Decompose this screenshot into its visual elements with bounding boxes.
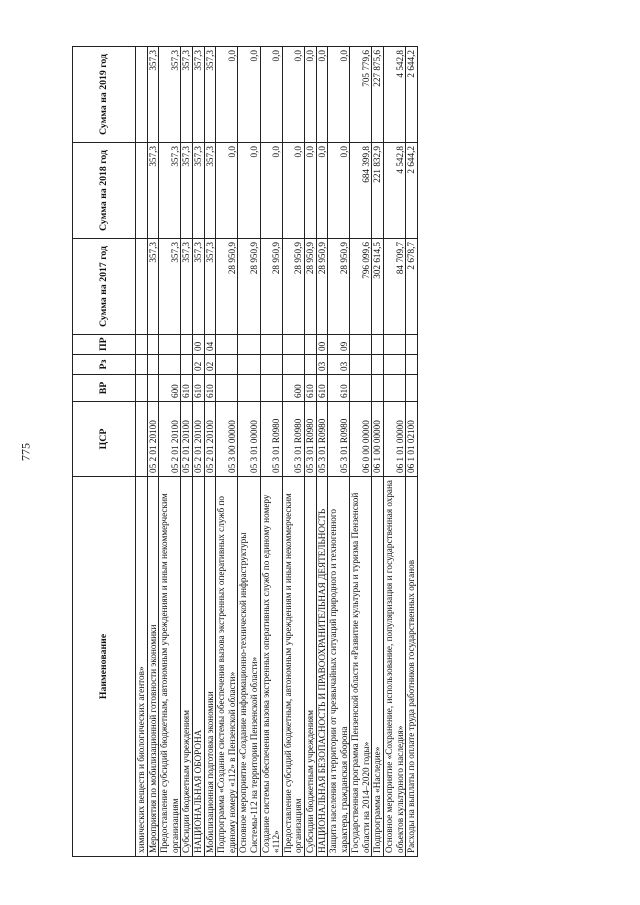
cell-sum-2018: 684 399,8 [350,143,372,239]
cell-rz [282,355,304,375]
cell-sum-2017: 28 950,9 [260,239,282,335]
cell-sum-2018: 0,0 [316,143,328,239]
cell-vr [216,375,238,402]
cell-rz [350,355,372,375]
table-row [238,47,260,857]
cell-csr: 05 2 01 20100 [204,402,216,477]
rotated-page [72,47,592,857]
cell-sum-2018 [136,143,148,239]
table-row [136,47,148,857]
cell-sum-2018: 0,0 [304,143,316,239]
table-row [192,47,204,857]
cell-sum-2017: 357,3 [204,239,216,335]
cell-sum-2019: 0,0 [282,47,304,143]
cell-csr: 06 1 00 00000 [372,402,384,477]
cell-rz [406,355,418,375]
cell-rz [384,355,406,375]
cell-vr: 600 [159,375,181,402]
table-row [159,47,181,857]
table-row [328,47,350,857]
cell-sum-2017: 28 950,9 [238,239,260,335]
cell-vr [406,375,418,402]
cell-name: Предоставление субсидий бюджетным, автономным учреждениям и иным некоммерческим организациям [159,477,181,857]
cell-sum-2018: 0,0 [216,143,238,239]
cell-csr: 05 3 00 00000 [216,402,238,477]
cell-name: Основное мероприятие «Создание информационно-технической инфраструктуры Системы-112 на территории Пензенской области» [238,477,260,857]
table-row [216,47,238,857]
cell-csr: 05 3 01 R0980 [282,402,304,477]
cell-pr [216,335,238,355]
header-sum-2018: Сумма на 2018 год [73,143,136,239]
cell-csr: 06 1 01 00000 [384,402,406,477]
cell-name: НАЦИОНАЛЬНАЯ ОБОРОНА [192,477,204,857]
cell-sum-2017: 28 950,9 [328,239,350,335]
cell-vr: 610 [328,375,350,402]
header-sum-2017: Сумма на 2017 год [73,239,136,335]
cell-vr [372,375,384,402]
cell-csr: 06 1 01 02100 [406,402,418,477]
cell-name: Мобилизационная подготовка экономики [204,477,216,857]
cell-vr: 610 [304,375,316,402]
cell-vr: 600 [282,375,304,402]
cell-sum-2019: 357,3 [147,47,159,143]
cell-pr [372,335,384,355]
cell-rz: 02 [192,355,204,375]
cell-sum-2017: 796 099,6 [350,239,372,335]
cell-sum-2019: 0,0 [238,47,260,143]
cell-name: Создание системы обеспечения вызова экстренных оперативных служб по единому номеру «112» [260,477,282,857]
cell-vr [260,375,282,402]
cell-sum-2019: 0,0 [316,47,328,143]
cell-sum-2018: 4 542,8 [384,143,406,239]
cell-sum-2019: 357,3 [192,47,204,143]
cell-sum-2018: 357,3 [204,143,216,239]
cell-sum-2018: 221 832,9 [372,143,384,239]
cell-pr: 00 [316,335,328,355]
table-row [181,47,193,857]
cell-csr: 05 2 01 20100 [192,402,204,477]
cell-sum-2019: 357,3 [204,47,216,143]
cell-csr: 05 3 01 00000 [238,402,260,477]
cell-name: Государственная программа Пензенской области «Развитие культуры и туризма Пензенской области на 2014–2020 годы» [350,477,372,857]
table-row [384,47,406,857]
cell-rz: 02 [204,355,216,375]
cell-vr [350,375,372,402]
cell-sum-2017: 302 614,5 [372,239,384,335]
header-vr: ВР [73,375,136,402]
cell-sum-2019: 0,0 [216,47,238,143]
budget-table [72,46,418,857]
cell-vr: 610 [204,375,216,402]
cell-vr [147,375,159,402]
cell-name: Субсидии бюджетным учреждениям [181,477,193,857]
cell-csr: 05 3 01 R0980 [328,402,350,477]
cell-csr: 05 2 01 20100 [159,402,181,477]
cell-rz [238,355,260,375]
cell-pr: 04 [204,335,216,355]
cell-pr: 00 [192,335,204,355]
cell-sum-2019: 705 779,6 [350,47,372,143]
cell-pr [238,335,260,355]
cell-sum-2018: 357,3 [147,143,159,239]
cell-csr: 05 3 01 R0980 [260,402,282,477]
cell-csr: 05 3 01 R0980 [316,402,328,477]
cell-rz: 03 [316,355,328,375]
cell-sum-2017: 357,3 [159,239,181,335]
cell-pr [350,335,372,355]
cell-sum-2018: 0,0 [260,143,282,239]
cell-pr [406,335,418,355]
table-row [282,47,304,857]
table-row [372,47,384,857]
cell-pr [260,335,282,355]
cell-rz: 03 [328,355,350,375]
cell-sum-2018: 357,3 [159,143,181,239]
cell-rz [216,355,238,375]
cell-rz [147,355,159,375]
cell-vr: 610 [192,375,204,402]
cell-rz [304,355,316,375]
cell-sum-2017: 28 950,9 [316,239,328,335]
cell-pr [159,335,181,355]
cell-sum-2018: 0,0 [328,143,350,239]
cell-sum-2018: 2 644,2 [406,143,418,239]
cell-name: Подпрограмма «Наследие» [372,477,384,857]
cell-sum-2017: 357,3 [192,239,204,335]
table-row [406,47,418,857]
page-number: 775 [18,443,33,461]
cell-name: Субсидии бюджетным учреждениям [304,477,316,857]
cell-sum-2019: 227 875,6 [372,47,384,143]
cell-sum-2019: 0,0 [304,47,316,143]
cell-sum-2019: 0,0 [328,47,350,143]
cell-sum-2017: 28 950,9 [216,239,238,335]
cell-csr: 05 2 01 20100 [147,402,159,477]
cell-vr [136,375,148,402]
table-row [350,47,372,857]
cell-sum-2017 [136,239,148,335]
table-row [316,47,328,857]
cell-pr [181,335,193,355]
cell-rz [159,355,181,375]
cell-sum-2019: 0,0 [260,47,282,143]
cell-csr: 05 2 01 20100 [181,402,193,477]
cell-sum-2017: 84 709,7 [384,239,406,335]
cell-sum-2018: 0,0 [282,143,304,239]
cell-rz [372,355,384,375]
header-name: Наименование [73,477,136,857]
cell-vr [238,375,260,402]
header-csr: ЦСР [73,402,136,477]
cell-csr: 06 0 00 00000 [350,402,372,477]
table-row [304,47,316,857]
cell-rz [260,355,282,375]
cell-csr [136,402,148,477]
cell-pr [147,335,159,355]
cell-csr: 05 3 01 R0980 [304,402,316,477]
cell-pr [384,335,406,355]
cell-rz [136,355,148,375]
header-pr: ПР [73,335,136,355]
cell-vr: 610 [181,375,193,402]
cell-sum-2019: 2 644,2 [406,47,418,143]
cell-sum-2018: 357,3 [192,143,204,239]
cell-sum-2017: 28 950,9 [304,239,316,335]
cell-sum-2017: 357,3 [147,239,159,335]
cell-sum-2018: 0,0 [238,143,260,239]
cell-pr: 09 [328,335,350,355]
cell-sum-2017: 2 678,7 [406,239,418,335]
cell-name: Основное мероприятие «Сохранение, использование, популяризация и государственная охрана объектов культурного наследия» [384,477,406,857]
cell-name: Мероприятия по мобилизационной готовности экономики [147,477,159,857]
cell-name: Предоставление субсидий бюджетным, автономным учреждениям и иным некоммерческим организациям [282,477,304,857]
cell-vr: 610 [316,375,328,402]
cell-name: химических веществ и биологических агентов» [136,477,148,857]
cell-name: НАЦИОНАЛЬНАЯ БЕЗОПАСНОСТЬ И ПРАВООХРАНИТЕЛЬНАЯ ДЕЯТЕЛЬНОСТЬ [316,477,328,857]
cell-name: Защита населения и территории от чрезвычайных ситуаций природного и техногенного характера, гражданская оборона [328,477,350,857]
cell-sum-2019: 4 542,8 [384,47,406,143]
table-body [136,47,418,857]
cell-sum-2018: 357,3 [181,143,193,239]
cell-rz [181,355,193,375]
cell-pr [282,335,304,355]
header-sum-2019: Сумма на 2019 год [73,47,136,143]
cell-pr [304,335,316,355]
table-row [260,47,282,857]
cell-sum-2019: 357,3 [159,47,181,143]
cell-sum-2017: 357,3 [181,239,193,335]
cell-sum-2019 [136,47,148,143]
table-row [204,47,216,857]
cell-name: Подпрограмма «Создание системы обеспечения вызова экстренных оперативных служб по единому номеру «112» в Пензенской области» [216,477,238,857]
cell-vr [384,375,406,402]
cell-sum-2017: 28 950,9 [282,239,304,335]
cell-pr [136,335,148,355]
table-row [147,47,159,857]
cell-name: Расходы на выплаты по оплате труда работников государственных органов [406,477,418,857]
table-header [73,47,136,857]
cell-sum-2019: 357,3 [181,47,193,143]
header-rz: Рз [73,355,136,375]
